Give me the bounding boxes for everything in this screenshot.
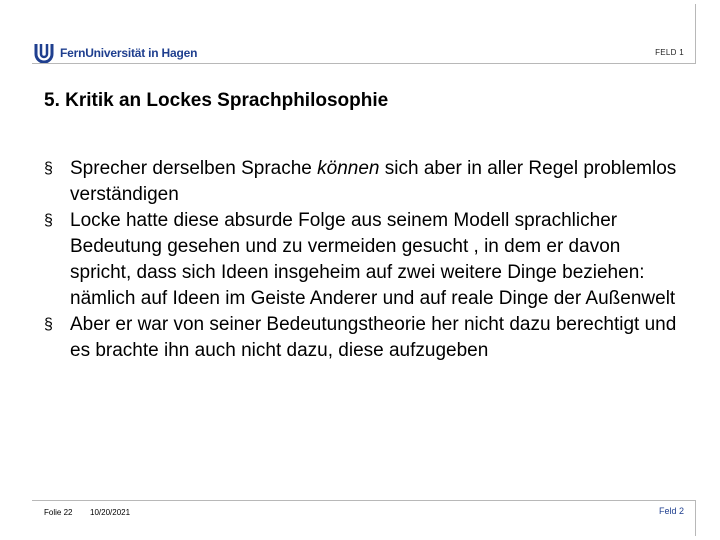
bullet-text: Locke hatte diese absurde Folge aus seinem Modell sprachlicher Bedeutung gesehen und zu vermeiden gesucht , in dem er davon spricht, dass sich Ideen insgeheim auf zwei weitere Dinge beziehen: nämlich auf Ideen im Geiste Anderer und auf reale Dinge der Außenwelt — [70, 210, 676, 309]
bullet-text-post: sich aber in aller Regel problemlos verständigen — [70, 158, 677, 205]
bullet-item — [44, 208, 684, 312]
bullet-marker: § — [44, 160, 53, 177]
bullet-text-pre: Sprecher derselben Sprache — [70, 158, 318, 179]
bullet-text-emphasis: können — [317, 158, 380, 179]
logo-text: FernUniversität in Hagen — [60, 46, 198, 60]
header-vertical-rule — [695, 4, 696, 64]
footer-field-label: Feld 2 — [658, 506, 684, 516]
header-field-label: FELD 1 — [655, 48, 684, 57]
footer-rule — [32, 500, 696, 501]
footer-slide-number: Folie 22 — [44, 508, 73, 517]
slide-title: 5. Kritik an Lockes Sprachphilosophie — [44, 90, 389, 111]
bullet-item — [44, 312, 684, 364]
bullet-list — [44, 156, 684, 364]
fernuni-logo-icon — [32, 42, 56, 64]
bullet-text: Aber er war von seiner Bedeutungstheorie her nicht dazu berechtigt und es brachte ihn auch nicht dazu, diese aufzugeben — [70, 314, 677, 361]
bullet-marker: § — [44, 316, 53, 333]
footer-vertical-rule — [695, 500, 696, 536]
bullet-marker: § — [44, 212, 53, 229]
header-rule — [32, 63, 696, 64]
bullet-item — [44, 156, 684, 208]
footer-date: 10/20/2021 — [90, 508, 131, 517]
